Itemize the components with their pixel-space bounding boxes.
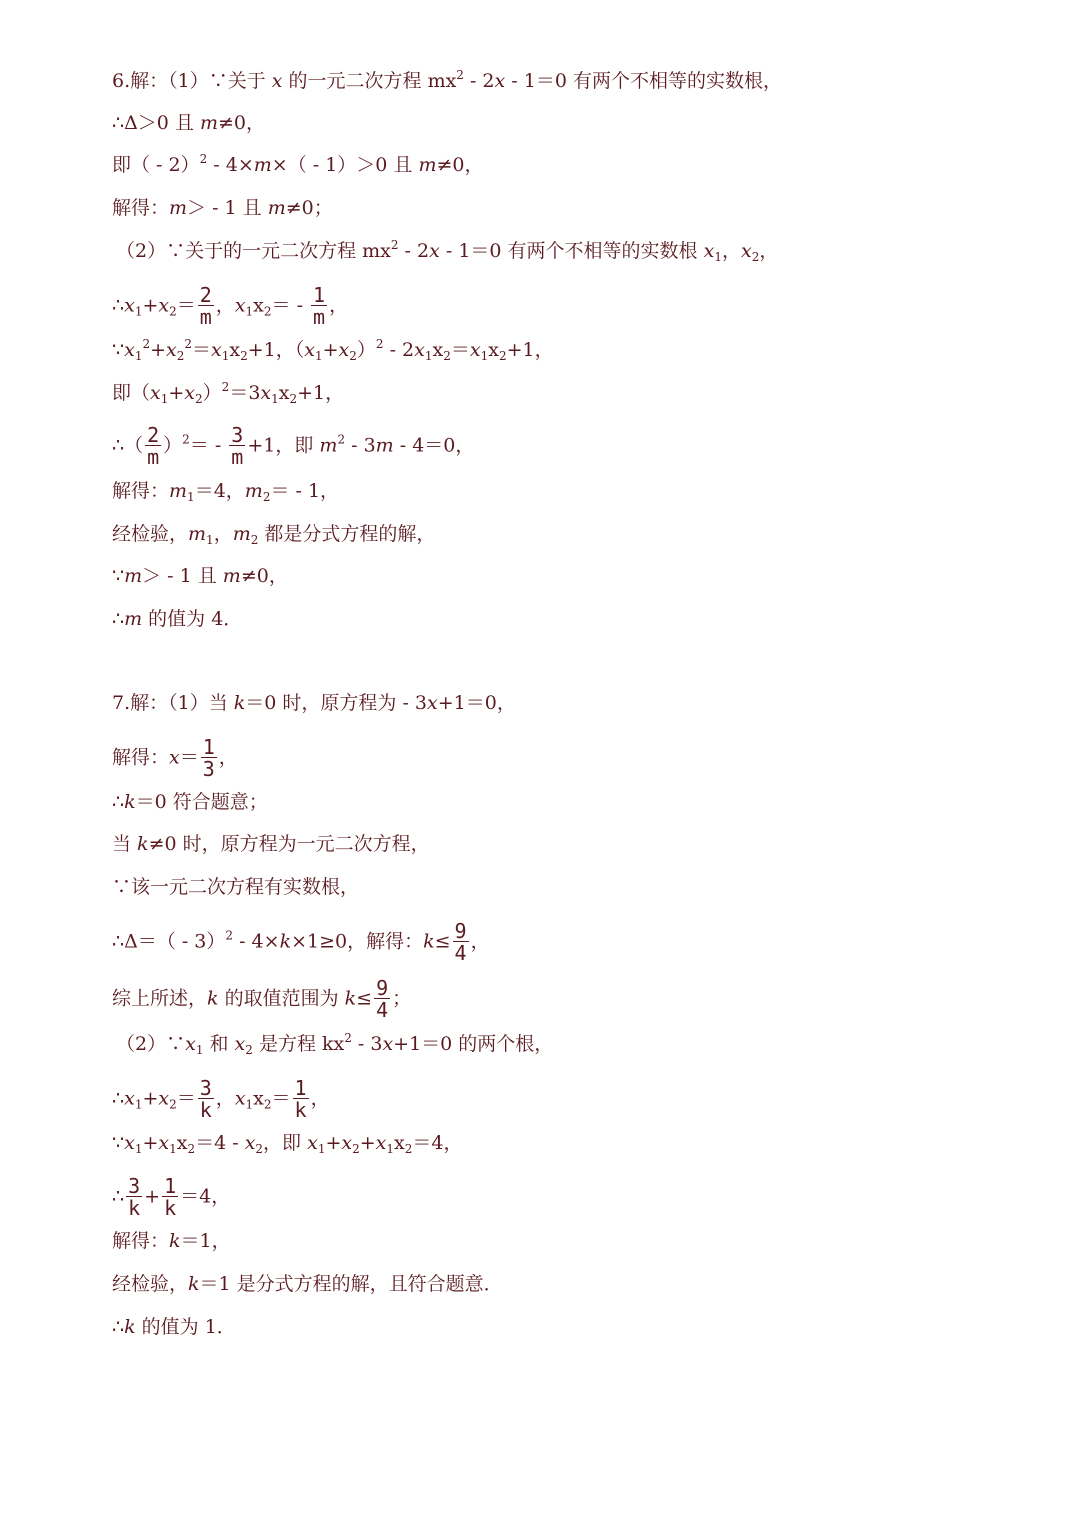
q6-line-10: 解得：$m_1=4$，$m_2= - 1$， [112,480,340,504]
q6-line-12: ∵m＞ - 1 且 m≠0， [112,565,288,587]
q6-line-11: 经检验，$m_1$，$m_2$ 都是分式方程的解， [112,523,436,547]
q7-line-5: ∵该一元二次方程有实数根， [112,876,360,898]
q7-line-4: 当 k≠0 时，原方程为一元二次方程， [112,833,430,855]
q7-line-9: $\therefore x_1+x_2=$ $\frac{3}{k}$ ，$x_1x_2=$ $\frac{1}{k}$ ， [112,1076,330,1122]
q6-line-4: 解得：m＞ - 1 且 m≠0； [112,197,333,219]
q6-line-7: $\because x_1^2+x_2^2=x_1x_2+1$，$(x_1+x_2)^2 - 2x_1x_2=x_1x_2+1$， [112,337,554,363]
q6-line-8: 即$(x_1+x_2)^2=3x_1x_2+1$， [112,380,345,406]
q7-line-7: 综上所述，k 的取值范围为 k≤ $\frac{9}{4}$ ； [112,976,412,1022]
q6-line-5: （2）∵关于的一元二次方程 $mx^2 - 2x - 1=0$ 有两个不相等的实数根 $x_1$，$x_2$， [116,238,779,264]
q7-line-6: ∴Δ＝（ - 3）$^2$ - 4×k×1≥0，解得：k≤ $\frac{9}{4}$ ， [112,919,490,965]
q6-line-1: 6.解：（1）∵关于 x 的一元二次方程 $mx^2 - 2x - 1=0$ 有两个不相等的实数根， [112,68,782,92]
q7-line-14: ∴k 的值为 1． [112,1316,236,1338]
q7-line-10: $\because x_1+x_1x_2=4 - x_2$，即 $x_1+x_2+x_1x_2=4$， [112,1132,463,1156]
q7-line-12: 解得：k＝1， [112,1230,231,1252]
q6-line-13: ∴m 的值为 4． [112,608,243,630]
q6-line-3: 即（ - 2）$^2$ - 4×m×（ - 1）＞0 且 m≠0， [112,152,484,176]
q6-line-2: ∴Δ＞0 且 m≠0， [112,112,266,134]
q7-line-1: 7.解：（1）当 k＝0 时，原方程为 - 3x+1＝0， [112,692,516,714]
q7-line-11: ∴ $\frac{3}{k}$ + $\frac{1}{k}$ ＝4， [112,1174,231,1220]
q7-line-8: $(2)\because x_1$ 和 $x_2$ 是方程 $kx^2 - 3x+1=0$ 的两个根， [116,1031,554,1057]
q7-line-13: 经检验，k＝1 是分式方程的解，且符合题意． [112,1273,503,1295]
q7-line-2: 解得：x＝ $\frac{1}{3}$ ， [112,735,238,781]
q6-line-6: $\therefore x_1+x_2=$ $\frac{2}{m}$ ，$x_1x_2=$ - $\frac{1}{m}$ ， [112,283,349,329]
q6-line-9: ∴（ $\frac{2}{m}$ ）$^2$＝ - $\frac{3}{m}$ +1，即 $m^2 - 3m - 4=0$， [112,423,475,469]
q7-line-3: ∴k＝0 符合题意； [112,791,268,813]
